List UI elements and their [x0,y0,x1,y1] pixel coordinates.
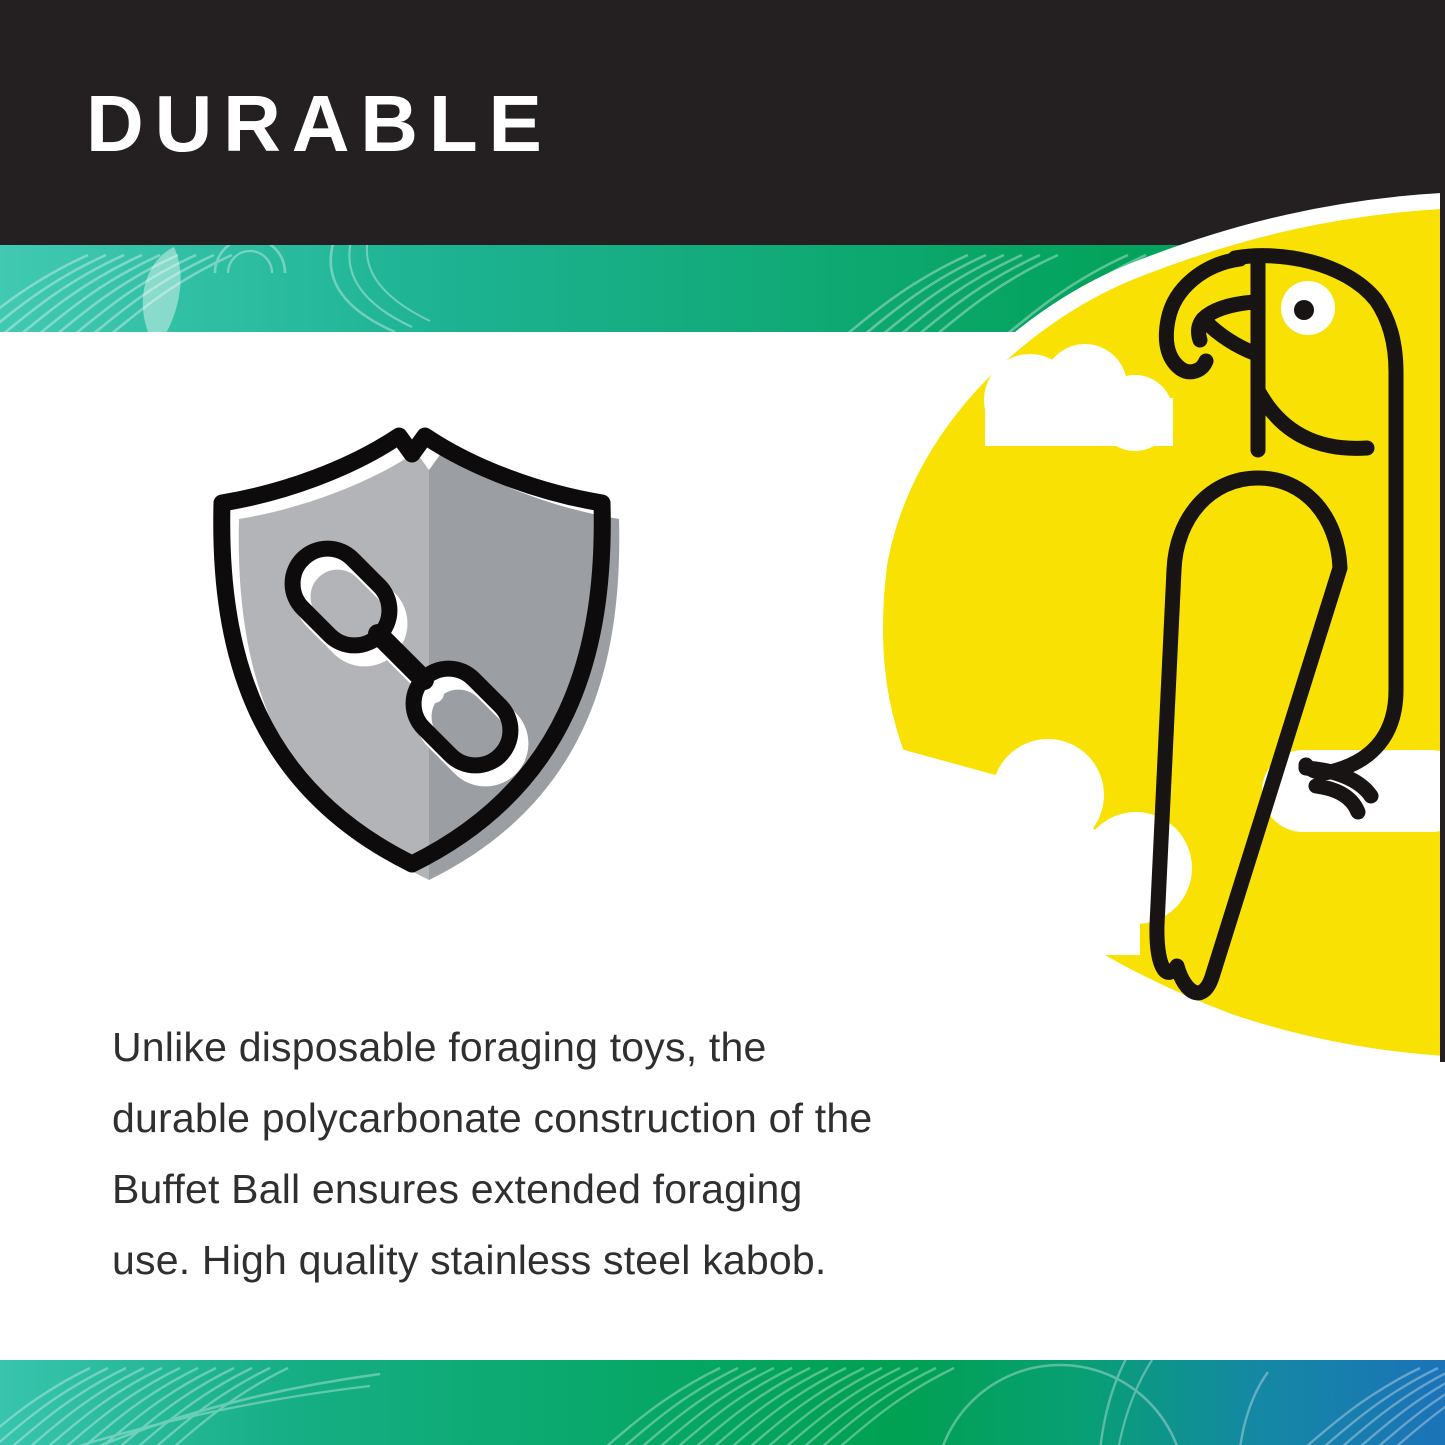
description-line: Buffet Ball ensures extended foraging [112,1166,803,1212]
description-line: use. High quality stainless steel kabob. [112,1237,827,1283]
parrot-pupil [1294,300,1314,320]
parrot-badge [860,180,1445,1100]
right-edge-black-border [1440,0,1445,1062]
description-text [112,1012,1032,1296]
description-line: Unlike disposable foraging toys, the [112,1024,767,1070]
page-title: DURABLE [86,79,553,168]
description-line: durable polycarbonate construction of the [112,1095,873,1141]
feather-pattern [0,1360,1445,1445]
bottom-feather-stripe [0,1360,1445,1445]
shield-chain-icon [195,418,643,896]
